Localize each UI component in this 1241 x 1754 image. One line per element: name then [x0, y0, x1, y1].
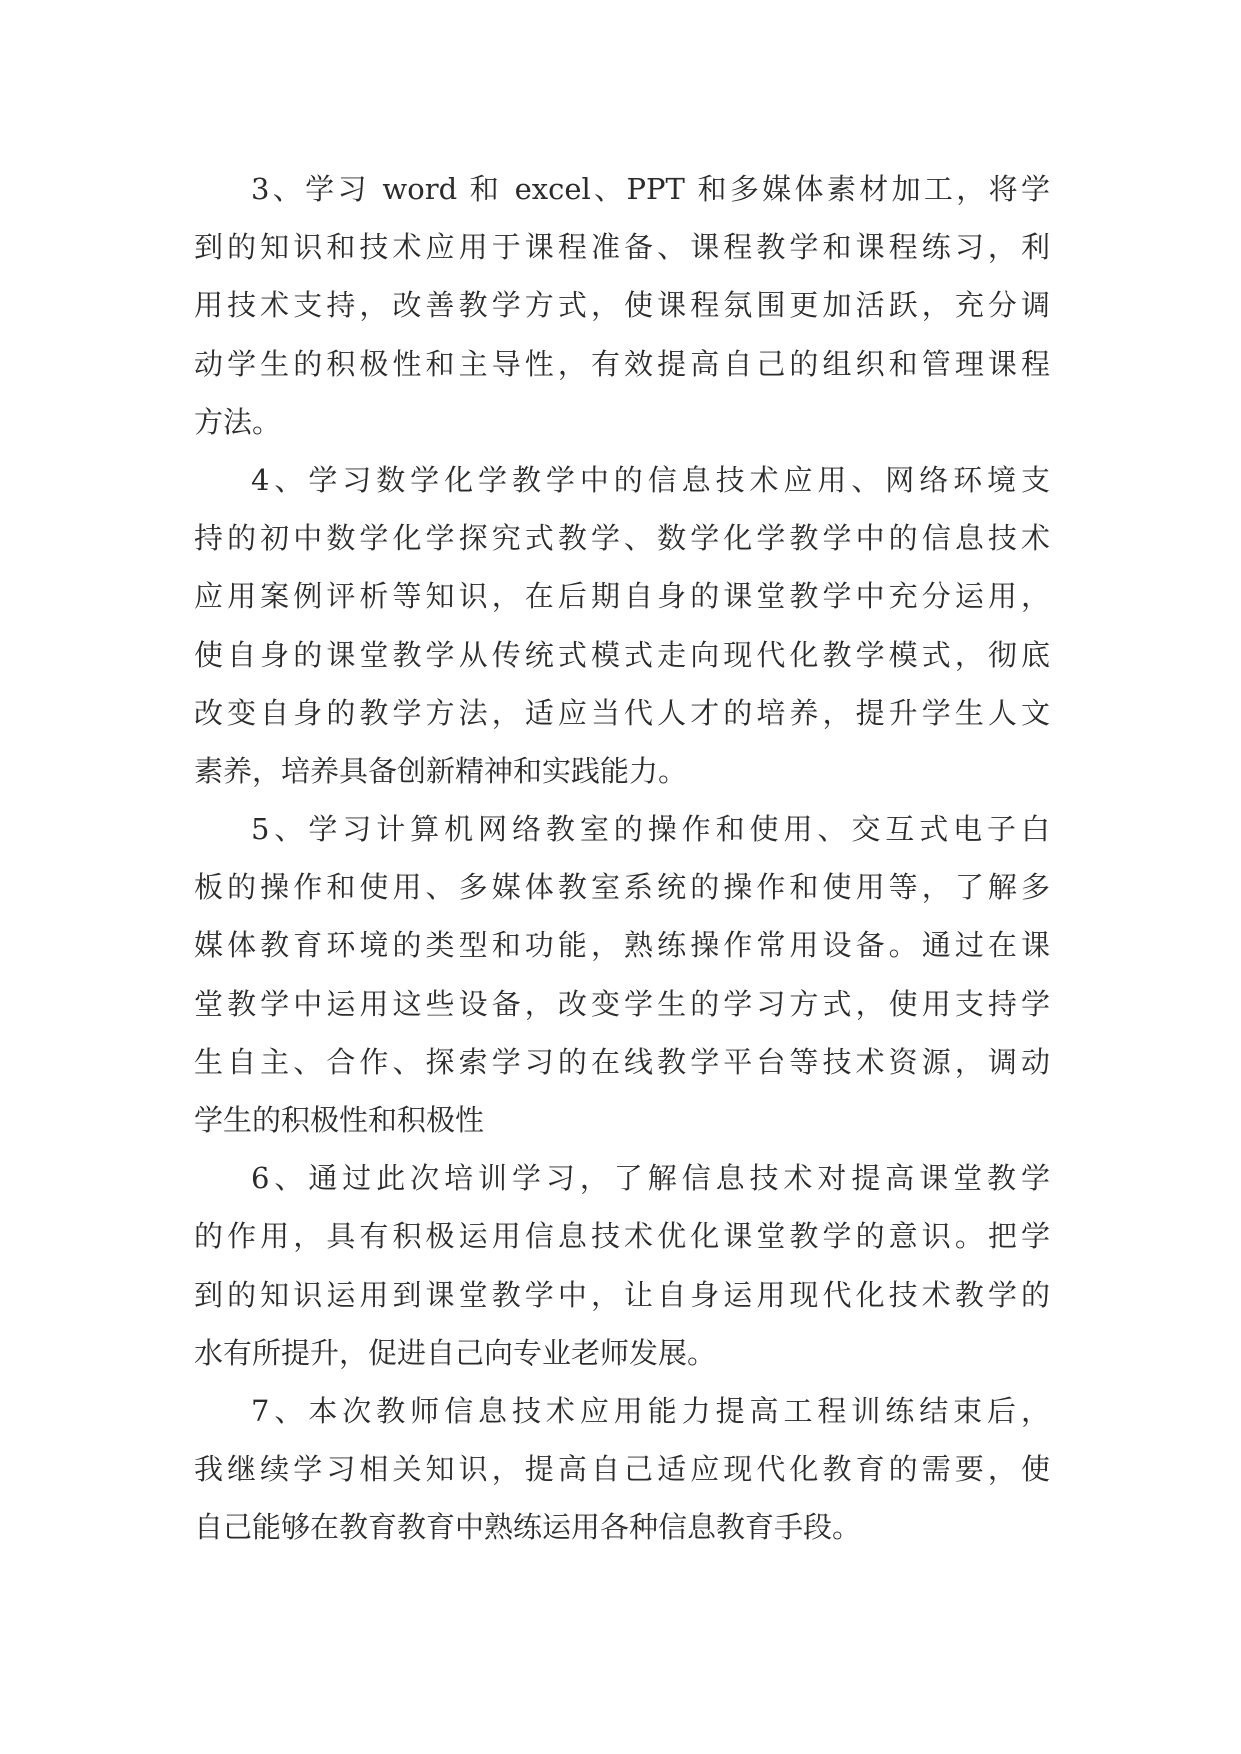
text-line: 素养，培养具备创新精神和实践能力。: [194, 753, 688, 788]
text-line: 的作用，具有积极运用信息技术优化课堂教学的意识。把学: [194, 1219, 1050, 1254]
text-line: 到的知识运用到课堂教学中，让自身运用现代化技术教学的: [194, 1277, 1050, 1312]
text-line: 动学生的积极性和主导性，有效提高自己的组织和管理课程: [194, 346, 1050, 381]
text-line: 到的知识和技术应用于课程准备、课程教学和课程练习，利: [194, 230, 1050, 265]
text-line: 改变自身的教学方法，适应当代人才的培养，提升学生人文: [194, 695, 1050, 730]
text-line: 4、学习数学化学教学中的信息技术应用、网络环境支: [251, 462, 1050, 497]
text-line: 堂教学中运用这些设备，改变学生的学习方式，使用支持学: [194, 986, 1050, 1021]
text-line: 我继续学习相关知识，提高自己适应现代化教育的需要，使: [194, 1452, 1050, 1487]
text-line: 持的初中数学化学探究式教学、数学化学教学中的信息技术: [194, 521, 1050, 556]
text-line: 生自主、合作、探索学习的在线教学平台等技术资源，调动: [194, 1044, 1050, 1079]
text-line: 应用案例评析等知识，在后期自身的课堂教学中充分运用，: [194, 579, 1050, 614]
document-body: [194, 160, 1050, 1557]
paragraph-6: [194, 1149, 1050, 1382]
text-line: 使自身的课堂教学从传统式模式走向现代化教学模式，彻底: [194, 637, 1050, 672]
text-line: 5、学习计算机网络教室的操作和使用、交互式电子白: [251, 812, 1050, 847]
text-line: 用技术支持，改善教学方式，使课程氛围更加活跃，充分调: [194, 288, 1050, 323]
text-line: 6、通过此次培训学习，了解信息技术对提高课堂教学: [251, 1161, 1050, 1196]
text-line: 媒体教育环境的类型和功能，熟练操作常用设备。通过在课: [194, 928, 1050, 963]
paragraph-5: [194, 800, 1050, 1149]
text-line: 3、学习 word 和 excel、PPT 和多媒体素材加工，将学: [251, 172, 1050, 206]
text-line: 学生的积极性和积极性: [194, 1103, 485, 1137]
text-line: 方法。: [194, 404, 282, 439]
text-line: 自己能够在教育教育中熟练运用各种信息教育手段。: [194, 1510, 862, 1545]
paragraph-7: [194, 1382, 1050, 1557]
text-line: 板的操作和使用、多媒体教室系统的操作和使用等，了解多: [194, 870, 1050, 905]
paragraph-3: [194, 160, 1050, 451]
paragraph-4: [194, 451, 1050, 800]
text-line: 水有所提升，促进自己向专业老师发展。: [194, 1335, 717, 1370]
text-line: 7、本次教师信息技术应用能力提高工程训练结束后，: [251, 1393, 1050, 1428]
